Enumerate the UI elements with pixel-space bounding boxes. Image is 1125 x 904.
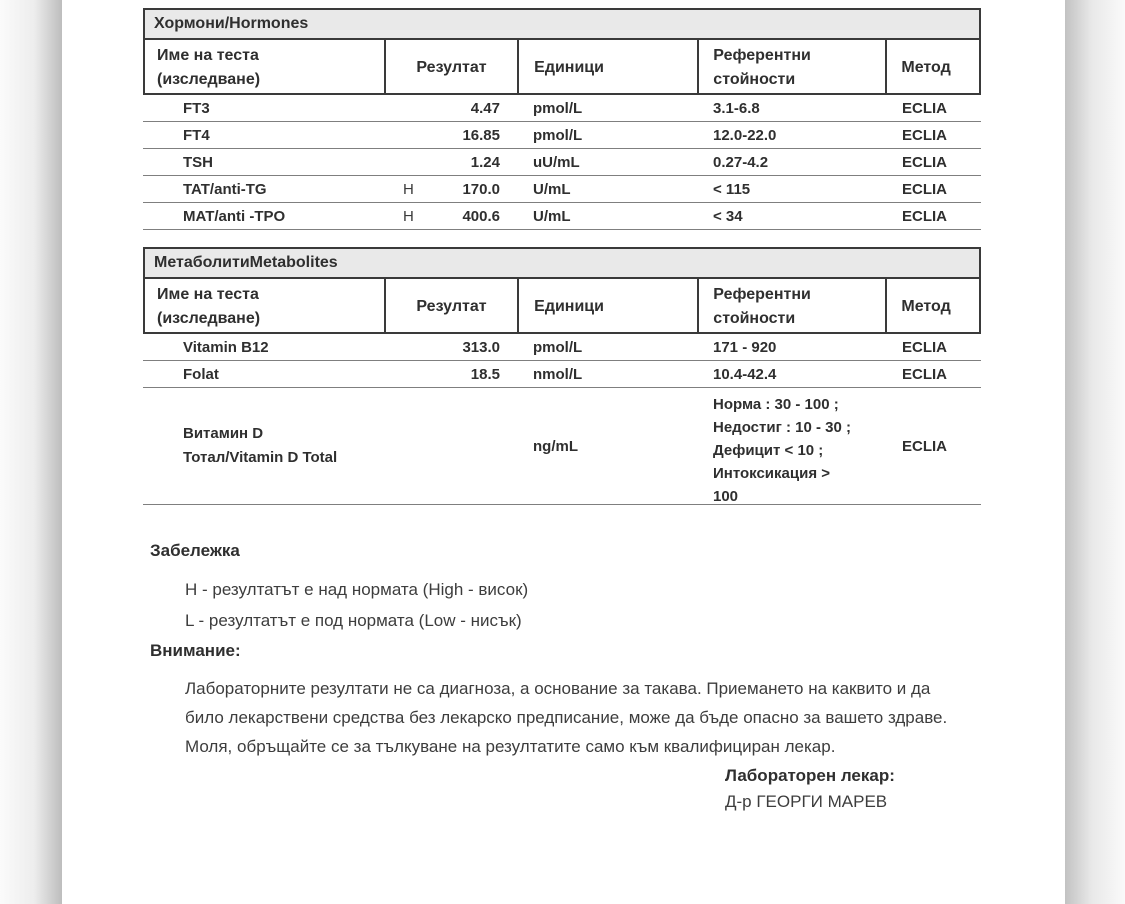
page-edge-shadow-left [0, 0, 62, 904]
column-header-result: Резултат [384, 279, 517, 332]
page-edge-shadow-right [1065, 0, 1125, 904]
table-row: Vitamin B12 313.0 pmol/L 171 - 920 ECLIA [143, 334, 981, 361]
lab-doctor-name: Д-р ГЕОРГИ МАРЕВ [725, 792, 888, 811]
document-page [62, 0, 1065, 904]
warning-title: Внимание: [150, 641, 241, 660]
column-header-reference: Референтни стойности [697, 279, 885, 332]
lab-doctor-label: Лабораторен лекар: [725, 766, 895, 785]
hormones-section-title: Хормони/Hormones [145, 10, 979, 40]
report-content [143, 8, 981, 522]
hormones-table-head [143, 8, 981, 95]
vitamin-d-reference: Норма : 30 - 100 ; Недостиг : 10 - 30 ; Дефицит < 10 ; Интоксикация > 100 [713, 396, 852, 505]
table-row: FT3 4.47 pmol/L 3.1-6.8 ECLIA [143, 95, 981, 122]
hormones-table [143, 8, 981, 230]
column-header-result: Резултат [384, 40, 517, 93]
hormones-table-body [143, 95, 981, 230]
warning-text-line: Моля, обръщайте се за тълкуване на резултатите само към квалифициран лекар. [185, 737, 836, 756]
hormones-column-headers [145, 40, 979, 93]
metabolites-table [143, 247, 981, 505]
warning-section [150, 641, 1010, 761]
result-flag-high: H [403, 180, 414, 198]
table-row: MAT/anti -TPO H 400.6 U/mL < 34 ECLIA [143, 203, 981, 230]
note-high-legend: H - резултатът е над нормата (High - висок) [185, 580, 529, 599]
column-header-method: Метод [885, 279, 979, 332]
column-header-units: Единици [517, 40, 697, 93]
note-low-legend: L - резултатът е под нормата (Low - нисък) [185, 611, 522, 630]
metabolites-column-headers [145, 279, 979, 332]
warning-text-line: Лабораторните резултати не са диагноза, а основание за такава. Приемането на каквито и да [185, 679, 931, 698]
result-flag-high: H [403, 207, 414, 225]
table-row: TAT/anti-TG H 170.0 U/mL < 115 ECLIA [143, 176, 981, 203]
column-header-reference: Референтни стойности [697, 40, 885, 93]
column-header-test-name: Име на теста (изследване) [157, 286, 261, 327]
column-header-test-name: Име на теста (изследване) [157, 47, 261, 88]
table-row-vitamin-d: Витамин D Тотал/Vitamin D Total ng/mL Норма : 30 - 100 ; Недостиг : 10 - 30 ; Дефицит < 10 ; Интоксикация > 100 ECLIA [143, 388, 981, 505]
table-row: FT4 16.85 pmol/L 12.0-22.0 ECLIA [143, 122, 981, 149]
warning-text-line: било лекарствени средства без лекарско предписание, може да бъде опасно за вашето здраве. [185, 708, 948, 727]
column-header-method: Метод [885, 40, 979, 93]
metabolites-table-head [143, 247, 981, 334]
notes-section [150, 541, 528, 636]
notes-title: Забележка [150, 541, 240, 560]
signature-block [725, 763, 895, 815]
metabolites-section-title: МетаболитиMetabolites [145, 249, 979, 279]
table-row: TSH 1.24 uU/mL 0.27-4.2 ECLIA [143, 149, 981, 176]
metabolites-table-body [143, 334, 981, 505]
table-row: Folat 18.5 nmol/L 10.4-42.4 ECLIA [143, 361, 981, 388]
column-header-units: Единици [517, 279, 697, 332]
